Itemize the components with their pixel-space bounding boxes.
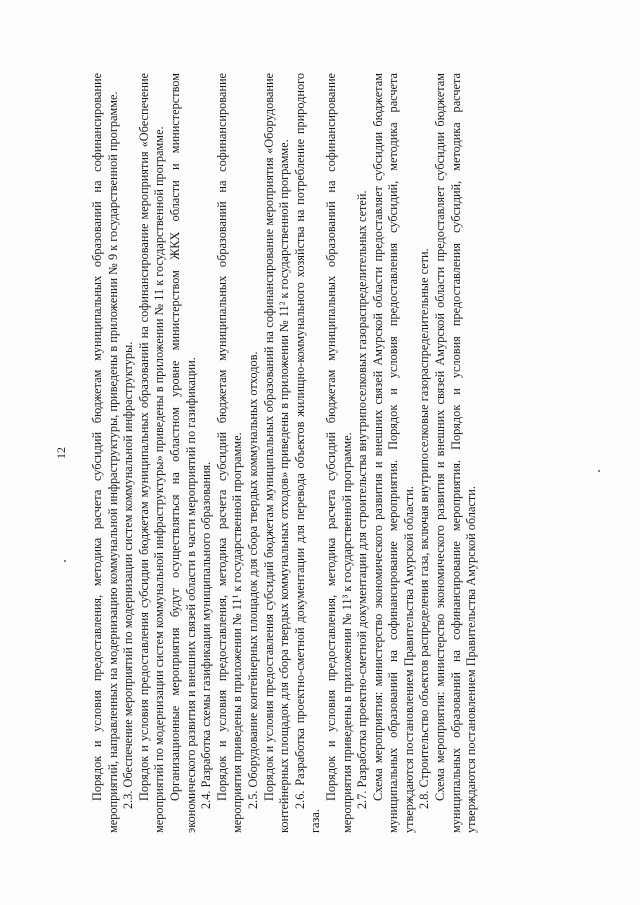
scan-speck — [598, 470, 600, 472]
paragraph: 2.4. Разработка схемы газификации муниципального образования. — [199, 461, 214, 809]
paragraph: Порядок и условия предоставления, методика расчета субсидий бюджетам муниципальных образований на софинансирование мероприятия приведены в приложении № 11³ к государственной программе. — [323, 72, 354, 833]
paragraph: Схема мероприятия: министерство экономического развития и внешних связей Амурской области предоставляет субсидии бюджетам муниципальных образований на софинансирование мероприятия. Порядок и условия предоставления субсидий, методика расчета утверждаются постановлением Правительства Амурской области. — [433, 72, 479, 833]
rotated-content — [50, 63, 590, 843]
paragraph: Порядок и условия предоставления, методика расчета субсидий бюджетам муниципальных образований на софинансирование мероприятия приведены в приложении № 11¹ к государственной программе. — [214, 72, 245, 833]
paragraph: 2.3. Обеспечение мероприятий по модернизации систем коммунальной инфраструктуры. — [121, 341, 136, 809]
paragraph: 2.5. Оборудование контейнерных площадок для сбора твердых коммунальных отходов. — [245, 350, 260, 809]
paragraph: Организационные мероприятия будут осуществляться на областном уровне министерством ЖКХ области и министерством экономического развития и внешних связей области в части мероприятий по газификации. — [167, 72, 198, 833]
paragraph: Порядок и условия предоставления субсидии бюджетам муниципальных образований на софинансирование мероприятия «Обеспечение мероприятий по модернизации систем коммунальной инфраструктуры» приведены в приложении № 11 к государственной программе. — [136, 72, 167, 833]
paragraph: 2.6. Разработка проектно-сметной документации для перевода объектов жилищно-коммунального хозяйства на потребление природного газа. — [292, 72, 323, 833]
paragraph: Схема мероприятия: министерство экономического развития и внешних связей Амурской области предоставляет субсидии бюджетам муниципальных образований на софинансирование мероприятия. Порядок и условия предоставления субсидий, методика расчета утверждаются постановлением Правительства Амурской области. — [370, 72, 416, 833]
paragraph: 2.8. Строительство объектов распределения газа, включая внутрипоселковые газораспределительные сети. — [417, 247, 432, 809]
scan-speck — [64, 560, 66, 562]
paragraph: Порядок и условия предоставления субсидий бюджетам муниципальных образований на софинансирование мероприятия «Оборудование контейнерных площадок для сбора твердых коммунальных отходов» приведены в приложении № 11² к государственной программе. — [261, 72, 292, 833]
paragraph: Порядок и условия предоставления, методика расчета субсидий бюджетам муниципальных образований на софинансирование мероприятий, направленных на модернизацию коммунальной инфраструктуры, приведены в приложении № 9 к государственной программе. — [90, 72, 120, 833]
paragraph: 2.7. Разработка проектно-сметной документации для строительства внутрипоселковых газораспределительных сетей. — [355, 189, 370, 809]
page-number: 12 — [54, 446, 68, 459]
document-body — [90, 73, 480, 833]
